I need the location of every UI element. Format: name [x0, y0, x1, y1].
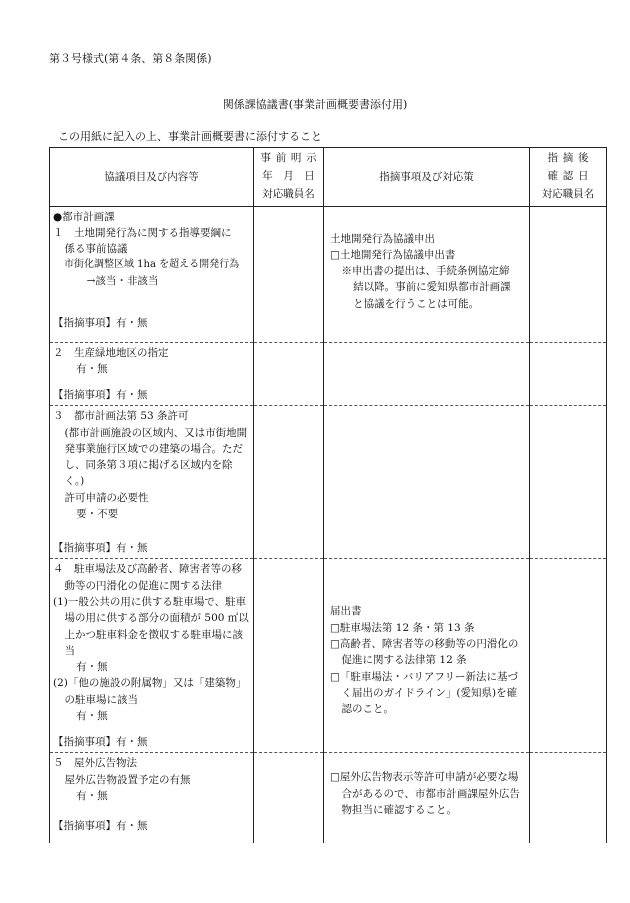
table-row	[50, 206, 607, 342]
item-title: ５ 屋外広告物法	[53, 757, 137, 770]
prior-date-cell[interactable]	[254, 406, 324, 559]
item-detail: (都市計画施設の区域内、又は市街地開発事業施行区域での建築の場合。ただし、同条第３項に掲げる区域内を除く。)	[64, 426, 248, 488]
prior-date-cell[interactable]	[254, 342, 324, 406]
item-title: ２ 生産緑地地区の指定	[53, 346, 169, 359]
header-prior-notice	[254, 148, 324, 207]
table-row	[50, 753, 607, 843]
header-prior-line: 事前明示	[260, 152, 322, 164]
item-detail: →該当・非該当	[86, 274, 159, 287]
header-confirm-line: 指摘後	[547, 152, 594, 164]
header-prior-line: 対応職員名	[262, 187, 315, 200]
response-cell	[324, 753, 530, 843]
confirm-date-cell[interactable]	[530, 559, 607, 753]
consultation-table	[49, 147, 607, 843]
form-number: 第３号様式(第４条、第８条関係)	[49, 52, 212, 65]
response-cell	[324, 406, 530, 559]
item-detail: 許可申請の必要性	[64, 491, 149, 504]
header-confirm-line: 対応職員名	[541, 187, 595, 200]
item-detail: 有・無	[76, 709, 108, 722]
response-text: と協議を行うことは可能。	[353, 297, 480, 310]
note-flag: 【指摘事項】有・無	[53, 389, 148, 402]
item-detail: 有・無	[76, 362, 108, 375]
response-text: ※申出書の提出は、手続条例協定締	[341, 265, 510, 278]
header-item: 協議項目及び内容等	[50, 148, 254, 207]
response-text: □「駐車場法・バリアフリー新法に基づく届出のガイドライン」(愛知県)を確認のこと。	[330, 670, 518, 716]
note-flag: 【指摘事項】有・無	[53, 542, 148, 555]
note-flag: 【指摘事項】有・無	[53, 736, 148, 749]
response-cell	[324, 559, 530, 753]
confirm-date-cell[interactable]	[530, 406, 607, 559]
item-detail: 要・不要	[76, 507, 119, 520]
item-cell	[50, 753, 254, 843]
table-row	[50, 406, 607, 559]
prior-date-cell[interactable]	[254, 559, 324, 753]
header-confirm-line: 確認日	[547, 169, 594, 182]
response-text: □駐車場法第 12 条・第 13 条	[330, 621, 475, 634]
note-flag: 【指摘事項】有・無	[53, 317, 148, 330]
item-detail: (2)「他の施設の附属物」又は「建築物」の駐車場に該当	[53, 677, 247, 706]
item-detail: 有・無	[76, 661, 108, 674]
confirm-date-cell[interactable]	[530, 342, 607, 406]
header-prior-line: 年 月 日	[262, 169, 315, 182]
confirm-date-cell[interactable]	[530, 753, 607, 843]
item-title: 係る事前協議	[64, 243, 128, 256]
item-cell	[50, 559, 254, 753]
prior-date-cell[interactable]	[254, 753, 324, 843]
table-row	[50, 342, 607, 406]
table-header-row	[50, 148, 607, 207]
header-response: 指摘事項及び対応策	[324, 148, 530, 207]
response-text: □屋外広告物表示等許可申請が必要な場合があるので、市都市計画課屋外広告物担当に確認すること。	[330, 771, 520, 816]
item-title: １ 土地開発行為に関する指導要綱に	[53, 226, 232, 239]
item-cell	[50, 206, 254, 342]
department-label: ●都市計画課	[53, 210, 115, 223]
response-text: 結以降。事前に愛知県都市計画課	[353, 281, 511, 294]
item-cell	[50, 406, 254, 559]
response-text: 届出書	[330, 605, 362, 618]
confirm-date-cell[interactable]	[530, 206, 607, 342]
item-cell	[50, 342, 254, 406]
prior-date-cell[interactable]	[254, 206, 324, 342]
response-cell	[324, 342, 530, 406]
table-row	[50, 559, 607, 753]
item-title: ４ 駐車場法及び高齢者、障害者等の移動等の円滑化の促進に関する法律	[53, 563, 242, 592]
note-flag: 【指摘事項】有・無	[53, 820, 148, 833]
instruction-text: この用紙に記入の上、事業計画概要書に添付すること	[58, 130, 322, 143]
item-detail: 有・無	[76, 789, 108, 802]
document-title: 関係課協議書(事業計画概要書添付用)	[222, 98, 408, 111]
response-text: □土地開発行為協議申出書	[330, 248, 456, 261]
item-detail: 屋外広告物設置予定の有無	[64, 773, 191, 786]
response-text: 土地開発行為協議申出	[330, 232, 435, 245]
item-detail: (1)一般公共の用に供する駐車場で、駐車場の用に供する部分の面積が 500 ㎡以上かつ駐車料金を徴収する駐車場に該当	[53, 595, 249, 657]
response-cell	[324, 206, 530, 342]
response-text: □高齢者、障害者等の移動等の円滑化の促進に関する法律第 12 条	[330, 637, 519, 667]
item-title: ３ 都市計画法第 53 条許可	[53, 410, 189, 423]
header-confirmation	[530, 148, 607, 207]
item-detail: 市街化調整区域 1ha を超える開発行為	[64, 259, 240, 271]
